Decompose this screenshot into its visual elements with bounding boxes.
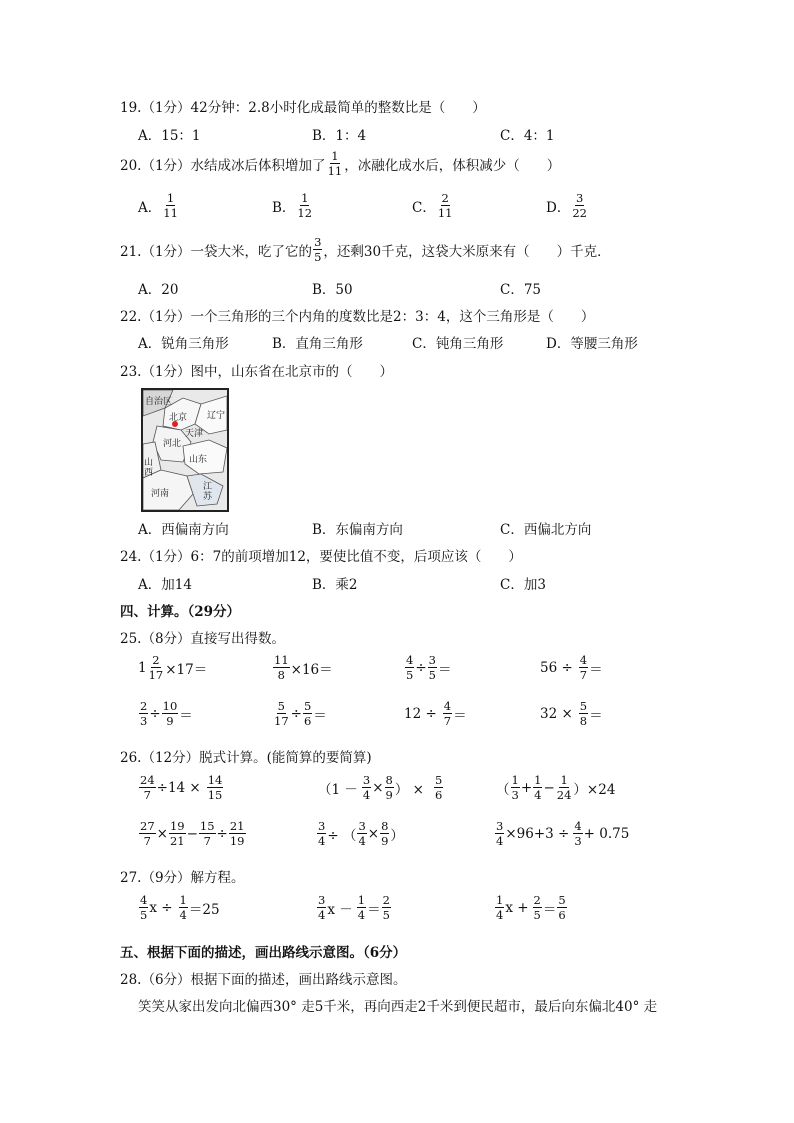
q23-option-a: A．西偏南方向 [138, 522, 229, 538]
q25-expr-8: 32 × $\frac{5}{8}$ ＝ [540, 699, 603, 728]
q24-option-b: B．乘2 [312, 577, 358, 593]
q27-equation-1: 4 5 x ÷ $\frac{1}{4}$ ＝25 [140, 893, 220, 922]
map-label-liaoning: 辽宁 [207, 411, 226, 421]
q27-equation-2: 3 4 x － 1 4 ＝ 2 5 [318, 893, 390, 922]
q28-stem: 28.（6分）根据下面的描述，画出路线示意图。 [120, 972, 407, 988]
q21-option-a: A．20 [138, 282, 179, 298]
q19-option-a: A．15：1 [138, 128, 201, 144]
q28-body: 笑笑从家出发向北偏西30° 走5千米，再向西走2千米到便民超市，最后向东偏北40° 走 [138, 999, 658, 1015]
q26-expr-4: $\frac{27}{7}$ × $\frac{19}{21}$ − $\frac{15}{7}$ ÷ $\frac{21}{19}$ [140, 819, 245, 848]
q20-option-c: C． 2 11 [412, 191, 453, 220]
q26-expr-1: $\frac{24}{7}$ ÷14 × $\frac{14}{15}$ [140, 773, 223, 802]
map-label-shandong: 山东 [189, 455, 208, 465]
map-label-henan: 河南 [151, 489, 170, 499]
q22-option-a: A．锐角三角形 [138, 336, 229, 352]
q24-option-a: A．加14 [138, 577, 192, 593]
q22-option-d: D．等腰三角形 [546, 336, 638, 352]
q27-stem: 27.（9分）解方程。 [120, 870, 245, 886]
q25-expr-7: 12 ÷ $\frac{4}{7}$ ＝ [404, 699, 467, 728]
map-label-tianjin: 天津 [185, 429, 204, 439]
map-label-shanxi: 山西 [144, 458, 154, 478]
q23-stem: 23.（1分）图中，山东省在北京市的（ ） [120, 364, 394, 380]
q25-expr-5: $\frac{2}{3}$ ÷ $\frac{10}{9}$ ＝ [140, 699, 193, 728]
q24-stem: 24.（1分）6：7的前项增加12，要使比值不变，后项应该（ ） [120, 549, 522, 565]
q22-stem: 22.（1分）一个三角形的三个内角的度数比是2：3：4，这个三角形是（ ） [120, 309, 595, 325]
q23-option-b: B．东偏南方向 [312, 522, 403, 538]
q26-expr-6: $\frac{3}{4}$ ×96+3 ÷ $\frac{4}{3}$ + 0.75 [496, 819, 630, 848]
q26-stem: 26.（12分）脱式计算。(能简算的要简算) [120, 750, 372, 766]
q19-option-b: B．1：4 [312, 128, 367, 144]
q20-option-b: B． 1 12 [272, 191, 313, 220]
section-5-heading: 五、根据下面的描述，画出路线示意图。（6分） [120, 945, 407, 961]
q24-option-c: C．加3 [500, 577, 546, 593]
q20-option-d: D． 3 22 [546, 191, 587, 220]
q25-expr-6: $\frac{5}{17}$ ÷ $\frac{5}{6}$ ＝ [274, 699, 327, 728]
region-map [141, 388, 229, 512]
q19-stem: 19.（1分）42分钟：2.8小时化成最简单的整数比是（ ） [120, 100, 486, 116]
q26-expr-5: $\frac{3}{4}$ ÷ （ $\frac{3}{4}$ × $\frac{8}{9}$ ） [318, 819, 404, 848]
q25-expr-2: $\frac{11}{8}$ ×16＝ [274, 653, 333, 682]
q22-option-b: B．直角三角形 [272, 336, 363, 352]
q25-expr-1: 1 $\frac{2}{17}$ ×17＝ [138, 653, 208, 682]
q25-stem: 25.（8分）直接写出得数。 [120, 631, 286, 647]
q25-expr-4: 56 ÷ $\frac{4}{7}$ ＝ [540, 653, 603, 682]
section-4-heading: 四、计算。（29分） [120, 604, 241, 620]
q25-expr-3: $\frac{4}{5}$ ÷ $\frac{3}{5}$ ＝ [406, 653, 452, 682]
q21-option-b: B．50 [312, 282, 353, 298]
map-label-beijing: 北京 [169, 413, 188, 423]
q26-expr-2: （1 － $\frac{3}{4}$ × $\frac{8}{9}$ ） × $\frac{5}{6}$ [318, 773, 443, 802]
q20-option-a: A． 1 11 [138, 191, 178, 220]
map-label-inner-mongolia: 自治区 [145, 397, 173, 407]
q19-option-c: C．4：1 [500, 128, 555, 144]
q23-option-c: C．西偏北方向 [500, 522, 592, 538]
q27-equation-3: 1 4 x + $\frac{2}{5}$ ＝ 5 6 [496, 893, 566, 922]
map-label-jiangsu: 江苏 [203, 482, 213, 502]
q21-stem: 21.（1分）一袋大米，吃了它的 3 5 ，还剩30千克，这袋大米原来有（ ）千克． [120, 235, 611, 264]
map-label-hebei: 河北 [163, 439, 182, 449]
q21-option-c: C．75 [500, 282, 542, 298]
q22-option-c: C．钝角三角形 [412, 336, 504, 352]
q20-stem: 20.（1分）水结成冰后体积增加了 1 11 ，冰融化成水后，体积减少（ ） [120, 149, 561, 178]
q26-expr-3: （ 1 3 + $\frac{1}{4}$ − $\frac{1}{24}$ ）×24 [496, 773, 616, 802]
